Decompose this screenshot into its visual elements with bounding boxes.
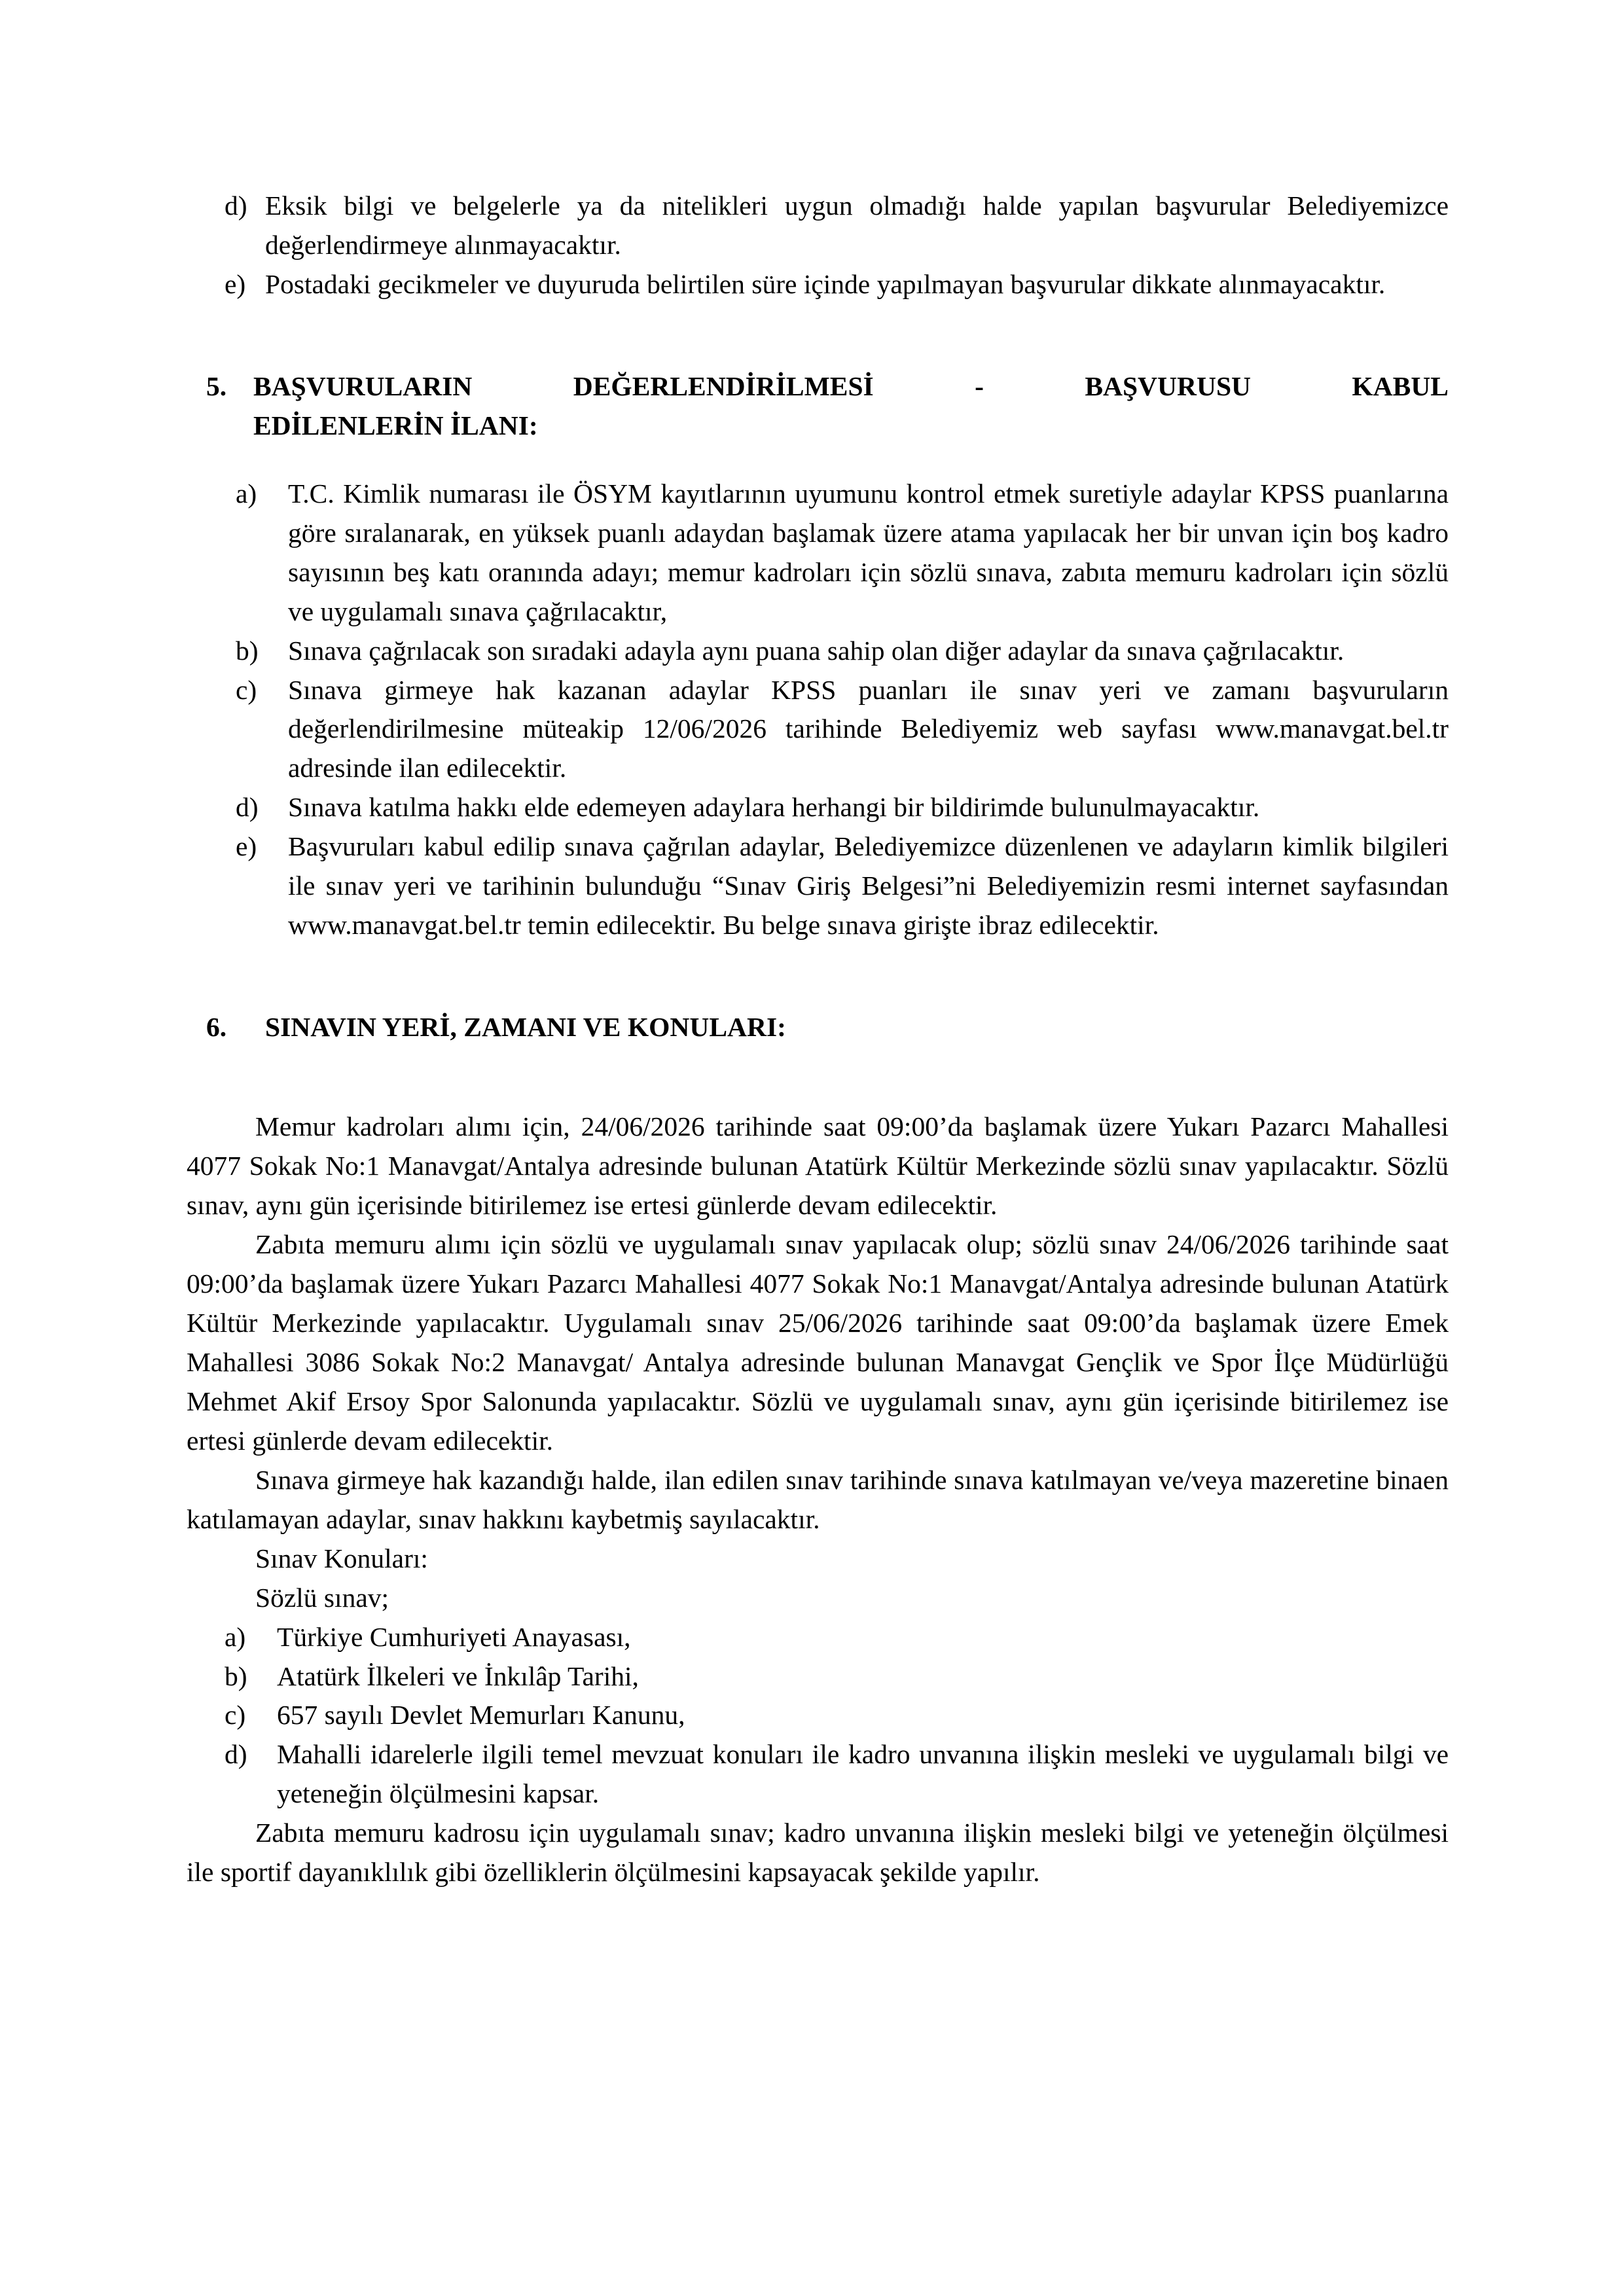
list-marker: d)	[225, 190, 247, 221]
section-5-title-part-4: KABUL	[1352, 370, 1449, 401]
list-item-text: Atatürk İlkeleri ve İnkılâp Tarihi,	[277, 1660, 639, 1691]
list-marker: b)	[225, 1660, 247, 1691]
list-item-text: Eksik bilgi ve belgelerle ya da nitelikleri uygun olmadığı halde yapılan başvurular Belediyemizce değerlendirmeye alınmayacaktır.	[265, 190, 1449, 260]
list-item-text: 657 sayılı Devlet Memurları Kanunu,	[277, 1700, 685, 1731]
list-marker: d)	[225, 1739, 247, 1770]
list-marker: a)	[225, 1621, 246, 1652]
section-5-list	[236, 475, 1449, 945]
list-item-text: Postadaki gecikmeler ve duyuruda belirtilen süre içinde yapılmayan başvurular dikkate alınmayacaktır.	[265, 268, 1386, 299]
list-item-text: Mahalli idarelerle ilgili temel mevzuat konuları ile kadro unvanına ilişkin mesleki ve uygulamalı bilgi ve yeteneğin ölçülmesini kapsar.	[277, 1739, 1449, 1809]
section-6-paragraph: Zabıta memuru alımı için sözlü ve uygulamalı sınav yapılacak olup; sözlü sınav 24/06/2026 tarihinde saat 09:00’da başlamak üzere Yukarı Pazarcı Mahallesi 4077 Sokak No:1 Manavgat/Antalya adresinde bulunan Atatürk Kültür Merkezinde yapılacaktır. Uygulamalı sınav 25/06/2026 tarihinde saat 09:00’da başlamak üzere Emek Mahallesi 3086 Sokak No:2 Manavgat/ Antalya adresinde bulunan Manavgat Gençlik ve Spor İlçe Müdürlüğü Mehmet Akif Ersoy Spor Salonunda yapılacaktır. Sözlü ve uygulamalı sınav, aynı gün içerisinde bitirilemez ise ertesi günlerde devam edilecektir.	[187, 1229, 1449, 1456]
section-6-closing-paragraph: Zabıta memuru kadrosu için uygulamalı sınav; kadro unvanına ilişkin mesleki bilgi ve yeteneğin ölçülmesi ile sportif dayanıklılık gibi özelliklerin ölçülmesini kapsayacak şekilde yapılır.	[187, 1818, 1449, 1888]
list-item	[225, 1735, 1449, 1814]
document-body	[187, 187, 1449, 1892]
exam-subjects-label: Sınav Konuları:	[255, 1543, 428, 1573]
list-marker: e)	[225, 268, 246, 299]
section-6-paragraph: Sınava girmeye hak kazandığı halde, ilan edilen sınav tarihinde sınava katılmayan ve/veya mazeretine binaen katılamayan adaylar, sınav hakkını kaybetmiş sayılacaktır.	[187, 1464, 1449, 1534]
list-marker: c)	[225, 1700, 246, 1731]
section-5-title-part-2: DEĞERLENDİRİLMESİ	[573, 370, 874, 401]
section-6-title: SINAVIN YERİ, ZAMANI VE KONULARI:	[265, 1012, 786, 1043]
list-marker: b)	[236, 635, 259, 666]
section-6-heading	[206, 1008, 1449, 1047]
list-item-text: T.C. Kimlik numarası ile ÖSYM kayıtlarının uyumunu kontrol etmek suretiyle adaylar KPSS puanlarına göre sıralanarak, en yüksek puanlı adaydan başlamak üzere atama yapılacak her bir unvan için boş kadro sayısının beş katı oranında adayı; memur kadroları için sözlü sınava, zabıta memuru kadroları için sözlü ve uygulamalı sınava çağrılacaktır,	[288, 478, 1449, 626]
list-marker: e)	[236, 831, 257, 862]
section-6-number: 6.	[206, 1012, 227, 1043]
list-item	[225, 1696, 1449, 1735]
exam-subjects-list	[225, 1618, 1449, 1814]
list-item	[236, 632, 1449, 671]
top-lettered-list	[225, 187, 1449, 304]
section-6-body	[187, 1107, 1449, 1892]
section-5-heading	[206, 367, 1449, 446]
list-item-text: Sınava katılma hakkı elde edemeyen adaylara herhangi bir bildirimde bulunulmayacaktır.	[288, 792, 1260, 823]
section-5-number: 5.	[206, 370, 227, 401]
list-item	[236, 827, 1449, 945]
oral-exam-label: Sözlü sınav;	[255, 1582, 389, 1613]
list-marker: c)	[236, 674, 257, 705]
list-item	[225, 1657, 1449, 1696]
list-item-text: Sınava çağrılacak son sıradaki adayla aynı puana sahip olan diğer adaylar da sınava çağrılacaktır.	[288, 635, 1344, 666]
section-5-title	[253, 367, 1449, 446]
list-item-text: Türkiye Cumhuriyeti Anayasası,	[277, 1621, 631, 1652]
section-5-title-dash: -	[975, 370, 984, 401]
section-5-title-row2: EDİLENLERİN İLANI:	[253, 410, 538, 440]
section-5-title-part-3: BAŞVURUSU	[1085, 370, 1251, 401]
list-item	[225, 1618, 1449, 1657]
list-marker: a)	[236, 478, 257, 509]
list-item	[236, 475, 1449, 632]
list-item-text: Sınava girmeye hak kazanan adaylar KPSS puanları ile sınav yeri ve zamanı başvuruların değerlendirilmesine müteakip 12/06/2026 tarihinde Belediyemiz web sayfası www.manavgat.bel.tr adresinde ilan edilecektir.	[288, 674, 1449, 783]
list-item	[236, 788, 1449, 827]
list-item-text: Başvuruları kabul edilip sınava çağrılan adaylar, Belediyemizce düzenlenen ve adayların kimlik bilgileri ile sınav yeri ve tarihinin bulunduğu “Sınav Giriş Belgesi”ni Belediyemizin resmi internet sayfasından www.manavgat.bel.tr temin edilecektir. Bu belge sınava girişte ibraz edilecektir.	[288, 831, 1449, 941]
section-6-paragraph: Memur kadroları alımı için, 24/06/2026 tarihinde saat 09:00’da başlamak üzere Yukarı Pazarcı Mahallesi 4077 Sokak No:1 Manavgat/Antalya adresinde bulunan Atatürk Kültür Merkezinde sözlü sınav yapılacaktır. Sözlü sınav, aynı gün içerisinde bitirilemez ise ertesi günlerde devam edilecektir.	[187, 1111, 1449, 1221]
list-marker: d)	[236, 792, 259, 823]
list-item	[225, 187, 1449, 265]
section-5-title-part-1: BAŞVURULARIN	[253, 370, 473, 401]
list-item	[225, 265, 1449, 304]
section-5-title-row1	[253, 367, 1449, 406]
list-item	[236, 671, 1449, 789]
